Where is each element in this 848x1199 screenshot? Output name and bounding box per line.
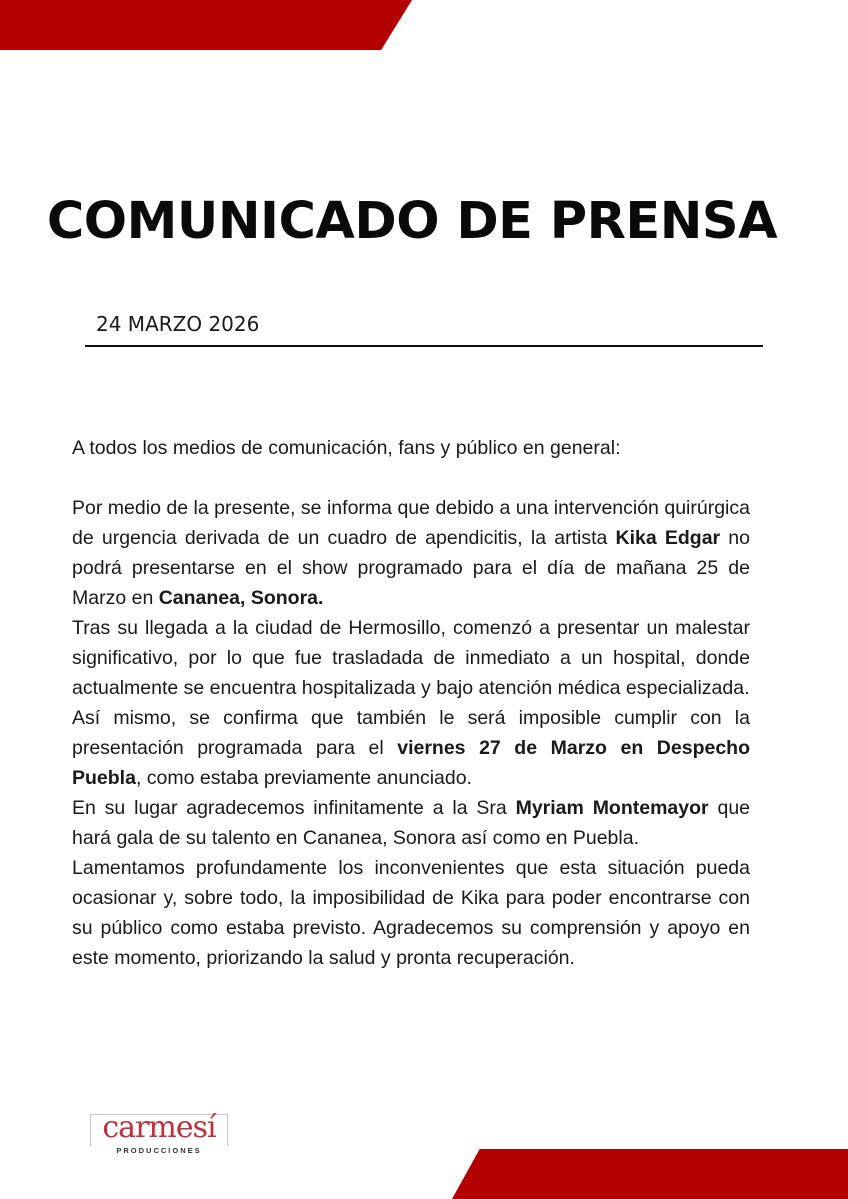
- p1-artist-name: Kika Edgar: [615, 527, 721, 549]
- paragraph-5: Lamentamos profundamente los inconvenientes que esta situación pueda ocasionar y, sobre todo, la imposibilidad de Kika para poder encontrarse con su público como estaba previsto. Agradecemos su comprensión y apoyo en este momento, priorizando la salud y pronta recuperación.: [72, 857, 750, 969]
- paragraph-2: Tras su llegada a la ciudad de Hermosillo, comenzó a presentar un malestar significativo, por lo que fue trasladada de inmediato a un hospital, donde actualmente se encuentra hospitalizada y bajo atención médica especializada.: [72, 617, 750, 699]
- p3-text-2: , como estaba previamente anunciado.: [135, 767, 472, 789]
- p3-text-1: Así mismo, se confirma que también le será imposible cumplir con la presentación programada para el: [72, 707, 750, 759]
- p1-location: Cananea, Sonora.: [158, 587, 324, 609]
- paragraph-1: [72, 493, 750, 613]
- paragraph-3: [72, 703, 750, 793]
- logo-subtitle: PRODUCCIONES: [90, 1146, 228, 1155]
- greeting: A todos los medios de comunicación, fans y público en general:: [72, 437, 621, 459]
- logo-wordmark: carmesí: [102, 1110, 216, 1145]
- p1-text-1: Por medio de la presente, se informa que debido a una intervención quirúrgica de urgencia derivada de un cuadro de apendicitis, la artista: [72, 497, 750, 549]
- paragraph-4: [72, 793, 750, 853]
- bottom-red-band: [452, 1149, 848, 1199]
- p4-text-2: que hará gala de su talento en Cananea, Sonora así como en Puebla.: [72, 797, 751, 849]
- document-date: 24 MARZO 2026: [96, 312, 260, 336]
- page-title: COMUNICADO DE PRENSA: [46, 192, 778, 251]
- p1-text-2: no podrá presentarse en el show programado para el día de mañana 25 de Marzo en: [72, 527, 750, 609]
- p3-event: viernes 27 de Marzo en Despecho Puebla: [72, 737, 751, 789]
- p4-text-1: En su lugar agradecemos infinitamente a la Sra: [72, 797, 516, 819]
- press-release-body: [72, 433, 750, 973]
- top-red-band: [0, 0, 412, 50]
- carmesi-logo: [90, 1110, 230, 1155]
- date-divider: [85, 345, 763, 347]
- p4-replacement-artist: Myriam Montemayor: [515, 797, 709, 819]
